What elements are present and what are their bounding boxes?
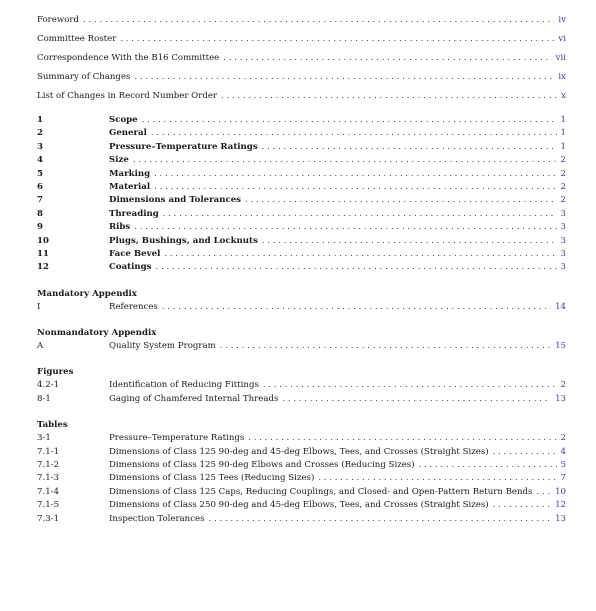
page-link[interactable]: 2 — [560, 195, 566, 206]
toc-entry-section[interactable] — [37, 114, 566, 127]
toc-entry-section[interactable] — [37, 208, 566, 221]
table-number: 3-1 — [37, 433, 51, 444]
section-number: 2 — [37, 128, 43, 139]
dot-leader — [536, 486, 551, 499]
page-link[interactable]: 2 — [560, 168, 566, 179]
entry-title: Inspection Tolerances — [109, 513, 205, 524]
dot-leader — [83, 11, 554, 30]
dot-leader — [223, 49, 551, 68]
tables-group — [37, 418, 566, 526]
mandatory-appendix-group — [37, 287, 566, 314]
page-link[interactable]: 2 — [560, 380, 566, 391]
toc-entry-list-of-changes[interactable] — [37, 87, 566, 106]
page-link[interactable]: 13 — [555, 393, 566, 404]
entry-title: Identification of Reducing Fittings — [109, 380, 259, 391]
dot-leader — [282, 393, 551, 406]
entry-title: General — [109, 128, 147, 139]
dot-leader — [162, 301, 551, 314]
dot-leader — [262, 141, 557, 154]
toc-entry-figure[interactable] — [37, 379, 566, 392]
entry-title: Threading — [109, 208, 159, 219]
page-link[interactable]: 3 — [560, 222, 566, 233]
toc-entry-table[interactable] — [37, 432, 566, 445]
toc-entry-table[interactable] — [37, 459, 566, 472]
page-link[interactable]: 12 — [555, 500, 566, 511]
page-link[interactable]: 2 — [560, 155, 566, 166]
figures-group — [37, 365, 566, 406]
entry-title: Plugs, Bushings, and Locknuts — [109, 235, 258, 246]
toc-entry-section[interactable] — [37, 154, 566, 167]
entry-title: Size — [109, 155, 129, 166]
toc-entry-section[interactable] — [37, 127, 566, 140]
table-number: 7.3-1 — [37, 513, 60, 524]
page-link[interactable]: 5 — [560, 460, 566, 471]
toc-entry-table[interactable] — [37, 499, 566, 512]
entry-title: Dimensions of Class 125 90-deg and 45-deg Elbows, Tees, and Crosses (Straight Sizes) — [109, 446, 489, 457]
group-heading: Nonmandatory Appendix — [37, 328, 157, 339]
dot-leader — [155, 261, 556, 274]
toc-entry-section[interactable] — [37, 181, 566, 194]
page-link[interactable]: 1 — [560, 115, 566, 125]
dot-leader — [263, 379, 557, 392]
toc-entry-section[interactable] — [37, 194, 566, 207]
toc-entry-table[interactable] — [37, 446, 566, 459]
section-number: 12 — [37, 262, 49, 273]
dot-leader — [221, 87, 557, 106]
group-heading: Tables — [37, 420, 68, 431]
toc-entry-correspondence[interactable] — [37, 49, 566, 68]
nonmandatory-appendix-group — [37, 326, 566, 353]
entry-title: Committee Roster — [37, 34, 117, 44]
section-number: 1 — [37, 115, 43, 125]
section-number: 9 — [37, 222, 43, 233]
entry-title: Gaging of Chamfered Internal Threads — [109, 393, 279, 404]
page-link[interactable]: 3 — [560, 248, 566, 259]
dot-leader — [493, 446, 557, 459]
dot-leader — [154, 168, 556, 181]
toc-entry-section[interactable] — [37, 235, 566, 248]
front-matter-list — [37, 11, 566, 106]
table-of-contents — [37, 11, 566, 526]
group-heading: Mandatory Appendix — [37, 288, 137, 299]
page-link[interactable]: 4 — [560, 446, 566, 457]
entry-title: Quality System Program — [109, 341, 216, 352]
dot-leader — [318, 472, 556, 485]
page-link[interactable]: 1 — [560, 141, 566, 152]
entry-title: Dimensions and Tolerances — [109, 195, 242, 206]
table-number: 7.1-5 — [37, 500, 60, 511]
dot-leader — [142, 114, 557, 127]
page-link[interactable]: 3 — [560, 208, 566, 219]
page-link[interactable]: vi — [558, 34, 566, 44]
dot-leader — [262, 235, 557, 248]
figure-number: 4.2-1 — [37, 380, 60, 391]
entry-title: Summary of Changes — [37, 72, 131, 82]
entry-title: Face Bevel — [109, 248, 161, 259]
entry-title: Dimensions of Class 125 Caps, Reducing Couplings, and Closed- and Open-Pattern Return Bends — [109, 486, 533, 497]
page-link[interactable]: vii — [555, 53, 566, 63]
entry-title: Dimensions of Class 125 Tees (Reducing Sizes) — [109, 473, 315, 484]
dot-leader — [134, 221, 556, 234]
toc-entry-summary-of-changes[interactable] — [37, 68, 566, 87]
entry-title: Ribs — [109, 222, 131, 233]
entry-title: Coatings — [109, 262, 152, 273]
entry-title: Dimensions of Class 125 90-deg Elbows and Crosses (Reducing Sizes) — [109, 460, 415, 471]
page-link[interactable]: 13 — [555, 513, 566, 524]
toc-entry-appendix[interactable] — [37, 301, 566, 314]
page-link[interactable]: 2 — [560, 181, 566, 192]
entry-title: Foreword — [37, 15, 79, 25]
page-link[interactable]: 2 — [560, 433, 566, 444]
section-number: 6 — [37, 181, 43, 192]
table-number: 7.1-2 — [37, 460, 60, 471]
dot-leader — [134, 68, 554, 87]
entry-title: Pressure–Temperature Ratings — [109, 433, 245, 444]
dot-leader — [163, 208, 557, 221]
page-link[interactable]: 3 — [560, 262, 566, 273]
toc-entry-table[interactable] — [37, 513, 566, 526]
dot-leader — [419, 459, 557, 472]
section-number: 5 — [37, 168, 43, 179]
dot-leader — [120, 30, 554, 49]
toc-entry-foreword[interactable] — [37, 11, 566, 30]
dot-leader — [154, 181, 556, 194]
toc-entry-section[interactable] — [37, 261, 566, 274]
page-link[interactable]: 15 — [555, 341, 566, 352]
page-link[interactable]: iv — [558, 15, 566, 25]
entry-title: Dimensions of Class 250 90-deg and 45-deg Elbows, Tees, and Crosses (Straight Sizes) — [109, 500, 489, 511]
toc-entry-appendix[interactable] — [37, 340, 566, 353]
toc-entry-section[interactable] — [37, 168, 566, 181]
sections-list — [37, 114, 566, 275]
table-number: 7.1-3 — [37, 473, 60, 484]
section-number: 7 — [37, 195, 43, 206]
page-link[interactable]: 14 — [555, 301, 566, 312]
page-link[interactable]: 3 — [560, 235, 566, 246]
section-number: 8 — [37, 208, 43, 219]
toc-entry-committee-roster[interactable] — [37, 30, 566, 49]
entry-title: Marking — [109, 168, 151, 179]
toc-entry-table[interactable] — [37, 486, 566, 499]
dot-leader — [133, 154, 557, 167]
page-link[interactable]: x — [561, 91, 566, 101]
section-number: 10 — [37, 235, 49, 246]
toc-entry-figure[interactable] — [37, 393, 566, 406]
page-link[interactable]: ix — [558, 72, 566, 82]
dot-leader — [151, 127, 557, 140]
dot-leader — [248, 432, 556, 445]
entry-title: Pressure–Temperature Ratings — [109, 141, 258, 152]
figure-number: 8-1 — [37, 393, 51, 404]
dot-leader — [209, 513, 552, 526]
toc-entry-section[interactable] — [37, 141, 566, 154]
table-number: 7.1-1 — [37, 446, 60, 457]
dot-leader — [220, 340, 551, 353]
dot-leader — [493, 499, 551, 512]
toc-entry-section[interactable] — [37, 248, 566, 261]
page-link[interactable]: 7 — [560, 473, 566, 484]
entry-title: Scope — [109, 115, 138, 125]
entry-title: References — [109, 301, 158, 312]
page-link[interactable]: 1 — [560, 128, 566, 139]
entry-title: Correspondence With the B16 Committee — [37, 53, 220, 63]
toc-entry-section[interactable] — [37, 221, 566, 234]
page-link[interactable]: 10 — [555, 486, 566, 497]
group-heading: Figures — [37, 367, 74, 378]
section-number: 4 — [37, 155, 43, 166]
dot-leader — [164, 248, 556, 261]
appendix-number: I — [37, 301, 41, 312]
dot-leader — [245, 194, 557, 207]
entry-title: Material — [109, 181, 151, 192]
toc-entry-table[interactable] — [37, 472, 566, 485]
entry-title: List of Changes in Record Number Order — [37, 91, 218, 101]
appendix-number: A — [37, 341, 44, 352]
section-number: 3 — [37, 141, 43, 152]
table-number: 7.1-4 — [37, 486, 60, 497]
section-number: 11 — [37, 248, 49, 259]
